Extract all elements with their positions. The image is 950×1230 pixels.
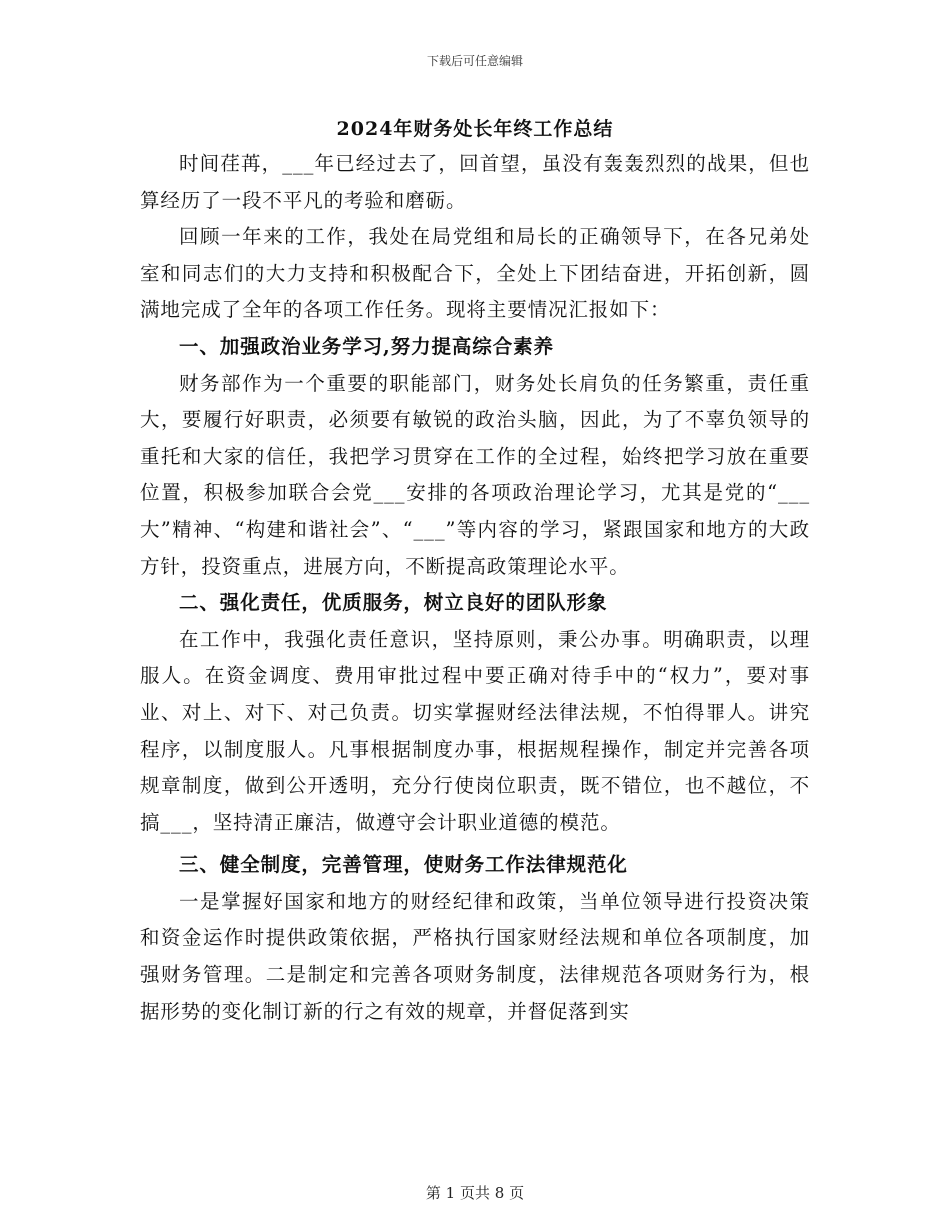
page-number: 第 1 页共 8 页	[425, 1184, 525, 1202]
paragraph-section-1: 财务部作为一个重要的职能部门，财务处长肩负的任务繁重，责任重大，要履行好职责，必须要有敏锐的政治头脑，因此，为了不辜负领导的重托和大家的信任，我把学习贯穿在工作的全过程，始终把学习放在重要位置，积极参加联合会党___安排的各项政治理论学习，尤其是党的“___大”精神、“构建和谐社会”、“___”等内容的学习，紧跟国家和地方的大政方针，投资重点，进展方向，不断提高政策理论水平。	[140, 371, 810, 578]
paragraph-review: 回顾一年来的工作，我处在局党组和局长的正确领导下，在各兄弟处室和同志们的大力支持和积极配合下，全处上下团结奋进，开拓创新，圆满地完成了全年的各项工作任务。现将主要情况汇报如下：	[140, 225, 810, 322]
section-heading-1: 一、加强政治业务学习,努力提高综合素养	[179, 334, 554, 358]
paragraph-section-2: 在工作中，我强化责任意识，坚持原则，秉公办事。明确职责，以理服人。在资金调度、费用审批过程中要正确对待手中的“权力”，要对事业、对上、对下、对己负责。切实掌握财经法律法规，不怕得罪人。讲究程序，以制度服人。凡事根据制度办事，根据规程操作，制定并完善各项规章制度，做到公开透明，充分行使岗位职责，既不错位，也不越位，不搞___，坚持清正廉洁，做遵守会计职业道德的模范。	[140, 627, 810, 834]
paragraph-intro: 时间荏苒，___年已经过去了，回首望，虽没有轰轰烈烈的战果，但也算经历了一段不平凡的考验和磨砺。	[140, 152, 810, 212]
document-body	[140, 112, 810, 1030]
paragraph-section-3: 一是掌握好国家和地方的财经纪律和政策，当单位领导进行投资决策和资金运作时提供政策依据，严格执行国家财经法规和单位各项制度，加强财务管理。二是制定和完善各项财务制度，法律规范各项财务行为，根据形势的变化制订新的行之有效的规章，并督促落到实	[140, 889, 810, 1023]
page-header: 下载后可任意编辑	[426, 54, 523, 68]
document-title: 2024年财务处长年终工作总结	[336, 118, 614, 140]
section-heading-3: 三、健全制度，完善管理，使财务工作法律规范化	[179, 853, 628, 877]
section-heading-2: 二、强化责任，优质服务，树立良好的团队形象	[179, 591, 608, 615]
